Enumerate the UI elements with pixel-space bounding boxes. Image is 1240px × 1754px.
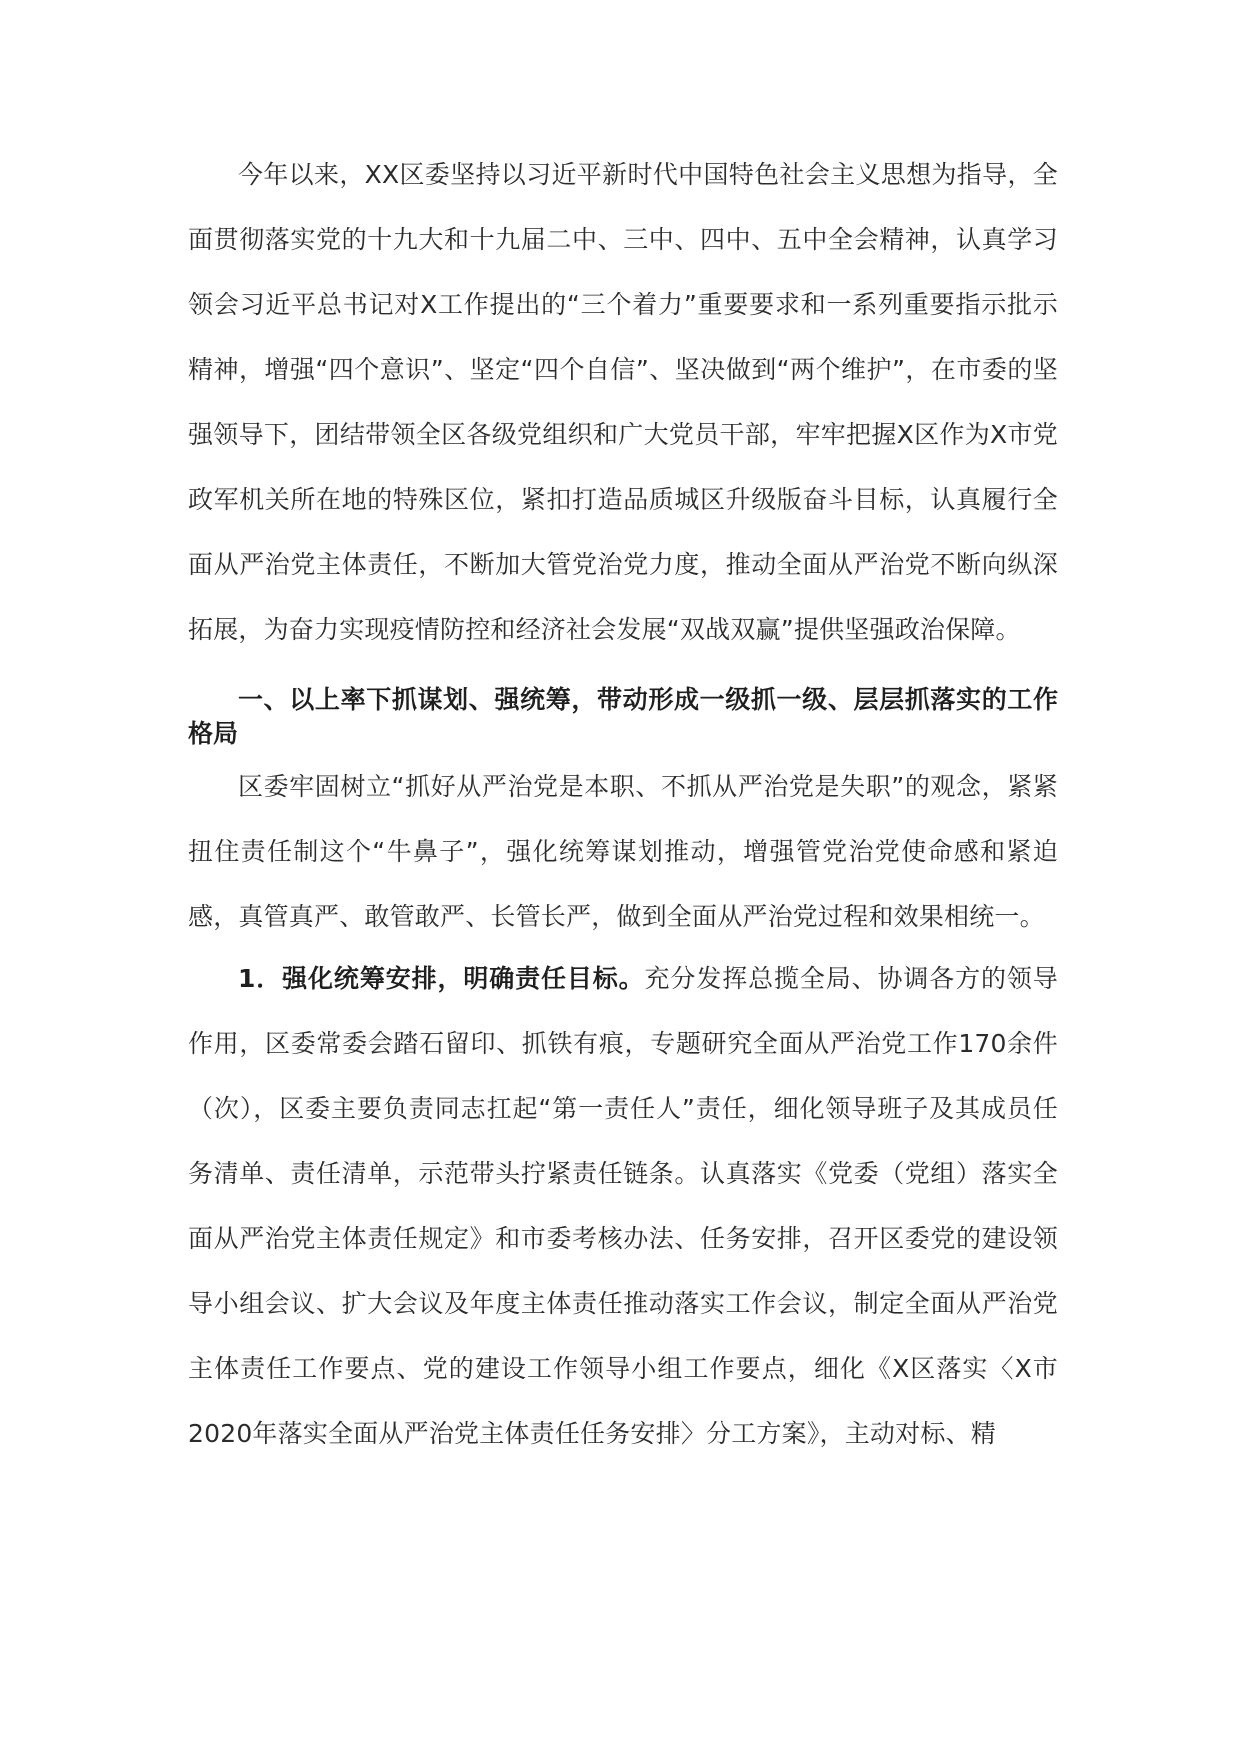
subsection-1-paragraph xyxy=(188,946,1058,1466)
section-heading-1: 一、以上率下抓谋划、强统筹，带动形成一级抓一级、层层抓落实的工作格局 xyxy=(188,685,1058,748)
subsection-1-body: 充分发挥总揽全局、协调各方的领导作用，区委常委会踏石留印、抓铁有痕，专题研究全面从严治党工作170余件（次），区委主要负责同志扛起“第一责任人”责任，细化领导班子及其成员任务清单、责任清单，示范带头拧紧责任链条。认真落实《党委（党组）落实全面从严治党主体责任规定》和市委考核办法、任务安排，召开区委党的建设领导小组会议、扩大会议及年度主体责任推动落实工作会议，制定全面从严治党主体责任工作要点、党的建设工作领导小组工作要点，细化《X区落实〈X市2020年落实全面从严治党主体责任任务安排〉分工方案》，主动对标、精 xyxy=(188,964,1059,1448)
section-1-paragraph: 区委牢固树立“抓好从严治党是本职、不抓从严治党是失职”的观念，紧紧扭住责任制这个“牛鼻子”，强化统筹谋划推动，增强管党治党使命感和紧迫感，真管真严、敢管敢严、长管长严，做到全面从严治党过程和效果相统一。 xyxy=(188,772,1058,931)
intro-paragraph: 今年以来，XX区委坚持以习近平新时代中国特色社会主义思想为指导，全面贯彻落实党的十九大和十九届二中、三中、四中、五中全会精神，认真学习领会习近平总书记对X工作提出的“三个着力”重要要求和一系列重要指示批示精神，增强“四个意识”、坚定“四个自信”、坚决做到“两个维护”，在市委的坚强领导下，团结带领全区各级党组织和广大党员干部，牢牢把握X区作为X市党政军机关所在地的特殊区位，紧扣打造品质城区升级版奋斗目标，认真履行全面从严治党主体责任，不断加大管党治党力度，推动全面从严治党不断向纵深拓展，为奋力实现疫情防控和经济社会发展“双战双赢”提供坚强政治保障。 xyxy=(188,160,1058,644)
subsection-1-title: 1．强化统筹安排，明确责任目标。 xyxy=(238,964,645,993)
